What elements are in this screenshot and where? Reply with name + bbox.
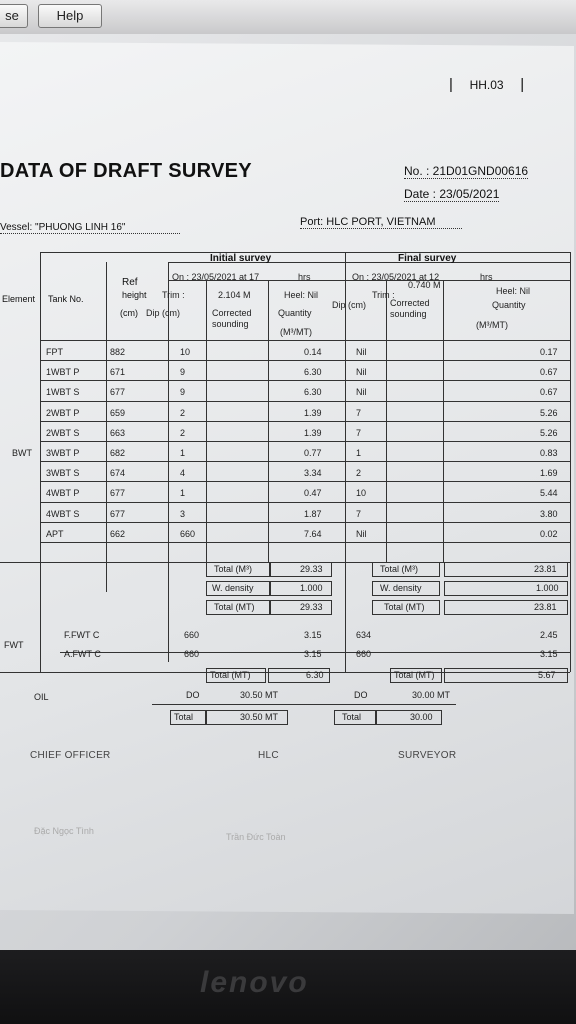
chief-officer-label: CHIEF OFFICER bbox=[30, 750, 111, 761]
bwt-total-mt-label-initial: Total (MT) bbox=[214, 602, 255, 612]
header-ref: Ref bbox=[122, 277, 138, 288]
final-heel: Heel: Nil bbox=[496, 286, 531, 296]
bwt-row-9-dip-initial: 3 bbox=[180, 508, 186, 519]
help-button[interactable]: Help bbox=[38, 4, 102, 28]
bwt-total-m3-final: 23.81 bbox=[534, 564, 557, 574]
header-element: Element bbox=[2, 294, 36, 304]
bwt-row-1-dip-final: Nil bbox=[356, 347, 367, 357]
bwt-row-5-quantity-final: 5.26 bbox=[540, 427, 558, 438]
bwt-row-8-ref: 677 bbox=[110, 488, 126, 499]
fwt-row-2-q2: 3.15 bbox=[540, 649, 558, 659]
bwt-row-7-quantity-final: 1.69 bbox=[540, 468, 558, 479]
bwt-wdensity-initial: 1.000 bbox=[300, 583, 323, 593]
group-fwt: FWT bbox=[4, 640, 24, 650]
final-on: On : 23/05/2021 at 12 bbox=[352, 272, 440, 282]
header-height: height bbox=[122, 290, 147, 300]
fwt-row-2-d2: 660 bbox=[356, 649, 372, 659]
final-sounding: sounding bbox=[390, 309, 427, 319]
bwt-total-m3-label-final: Total (M³) bbox=[380, 564, 418, 574]
initial-sounding: sounding bbox=[212, 319, 249, 329]
header-cm: (cm) bbox=[120, 308, 138, 318]
header-tank-no: Tank No. bbox=[48, 294, 84, 304]
bwt-total-m3-initial: 29.33 bbox=[300, 564, 323, 574]
bwt-row-6-quantity-initial: 0.77 bbox=[304, 448, 322, 458]
bwt-row-10-dip-final: Nil bbox=[356, 528, 367, 539]
final-hrs: hrs bbox=[480, 272, 493, 282]
bwt-row-5-dip-final: 7 bbox=[356, 427, 362, 438]
initial-quantity: Quantity bbox=[278, 308, 312, 318]
initial-trim-value: 2.104 M bbox=[218, 290, 251, 300]
fwt-total-label-final: Total (MT) bbox=[394, 670, 435, 680]
bwt-row-7-dip-initial: 4 bbox=[180, 468, 186, 479]
bwt-row-2-tank: 1WBT P bbox=[46, 367, 80, 378]
fwt-row-2-ref: 660 bbox=[184, 649, 200, 659]
fwt-row-2-q1: 3.15 bbox=[304, 649, 322, 659]
bwt-wdensity-label-initial: W. density bbox=[212, 583, 254, 593]
bwt-row-9-ref: 677 bbox=[110, 508, 126, 519]
bwt-row-3-quantity-final: 0.67 bbox=[540, 387, 558, 398]
fwt-row-1-tank: F.FWT C bbox=[64, 630, 100, 640]
bwt-row-10-dip-initial: 660 bbox=[180, 528, 196, 539]
bwt-row-8-dip-final: 10 bbox=[356, 488, 367, 499]
bwt-row-4-dip-initial: 2 bbox=[180, 407, 186, 418]
bwt-row-6-ref: 682 bbox=[110, 448, 126, 458]
group-bwt: BWT bbox=[12, 448, 32, 458]
fwt-total-final: 5.67 bbox=[538, 670, 556, 680]
surveyor-label: SURVEYOR bbox=[398, 750, 457, 761]
toolbar-button-left[interactable]: se bbox=[0, 4, 28, 28]
bwt-row-10-ref: 662 bbox=[110, 528, 126, 539]
initial-heel: Heel: Nil bbox=[284, 290, 319, 300]
initial-trim: Trim : bbox=[162, 290, 185, 300]
fwt-row-2-tank: A.FWT C bbox=[64, 649, 101, 659]
oil-total-initial: 30.50 MT bbox=[240, 712, 279, 722]
bwt-row-1-dip-initial: 10 bbox=[180, 347, 191, 357]
bwt-row-2-ref: 671 bbox=[110, 367, 126, 378]
bwt-row-8-quantity-initial: 0.47 bbox=[304, 488, 322, 499]
bwt-row-7-dip-final: 2 bbox=[356, 468, 362, 479]
final-trim: Trim : bbox=[372, 290, 395, 300]
hlc-label: HLC bbox=[258, 750, 279, 761]
draft-survey-table bbox=[0, 252, 571, 722]
viewer-toolbar bbox=[0, 0, 576, 34]
bwt-wdensity-label-final: W. density bbox=[380, 583, 422, 593]
final-corrected: Corrected bbox=[390, 298, 430, 308]
bwt-row-6-quantity-final: 0.83 bbox=[540, 448, 558, 458]
fwt-row-1-ref: 660 bbox=[184, 630, 200, 640]
bwt-row-3-ref: 677 bbox=[110, 387, 126, 398]
bwt-total-mt-label-final: Total (MT) bbox=[384, 602, 425, 612]
fwt-total-label-initial: Total (MT) bbox=[210, 670, 251, 680]
bwt-row-5-quantity-initial: 1.39 bbox=[304, 427, 322, 438]
bwt-row-2-quantity-final: 0.67 bbox=[540, 367, 558, 378]
bwt-row-3-tank: 1WBT S bbox=[46, 387, 80, 398]
port-name: Port: HLC PORT, VIETNAM bbox=[300, 216, 462, 229]
bwt-row-5-tank: 2WBT S bbox=[46, 427, 80, 438]
bwt-total-m3-label-initial: Total (M³) bbox=[214, 564, 252, 574]
bwt-row-1-quantity-final: 0.17 bbox=[540, 347, 558, 357]
initial-dip: Dip (cm) bbox=[146, 308, 180, 318]
oil-do-initial: DO bbox=[186, 690, 200, 700]
bwt-row-4-ref: 659 bbox=[110, 407, 126, 418]
oil-total-final: 30.00 bbox=[410, 712, 433, 722]
bwt-wdensity-final: 1.000 bbox=[536, 583, 559, 593]
bwt-row-6-tank: 3WBT P bbox=[46, 448, 80, 458]
bwt-row-2-quantity-initial: 6.30 bbox=[304, 367, 322, 378]
bwt-row-2-dip-final: Nil bbox=[356, 367, 367, 378]
bwt-row-4-tank: 2WBT P bbox=[46, 407, 80, 418]
bwt-row-3-quantity-initial: 6.30 bbox=[304, 387, 322, 398]
bwt-row-2-dip-initial: 9 bbox=[180, 367, 186, 378]
bwt-row-4-quantity-final: 5.26 bbox=[540, 407, 558, 418]
bwt-row-7-ref: 674 bbox=[110, 468, 126, 479]
fwt-total-initial: 6.30 bbox=[306, 670, 324, 680]
signatory-name-2: Trần Đức Toàn bbox=[226, 832, 286, 842]
document-number: No. : 21D01GND00616 bbox=[404, 164, 529, 178]
bwt-row-10-tank: APT bbox=[46, 528, 64, 539]
oil-total-label-initial: Total bbox=[174, 712, 194, 722]
bwt-total-mt-initial: 29.33 bbox=[300, 602, 323, 612]
final-quantity: Quantity bbox=[492, 300, 526, 310]
fwt-row-1-d2: 634 bbox=[356, 630, 372, 640]
bwt-total-mt-final: 23.81 bbox=[534, 602, 557, 612]
bwt-row-8-tank: 4WBT P bbox=[46, 488, 80, 499]
bwt-row-3-dip-final: Nil bbox=[356, 387, 367, 398]
bwt-row-9-quantity-initial: 1.87 bbox=[304, 508, 322, 519]
group-oil: OIL bbox=[34, 692, 49, 702]
bwt-row-6-dip-initial: 1 bbox=[180, 448, 186, 458]
initial-on: On : 23/05/2021 at 17 bbox=[172, 272, 260, 282]
oil-value-final: 30.00 MT bbox=[412, 690, 451, 700]
initial-corrected: Corrected bbox=[212, 308, 252, 318]
bwt-row-1-ref: 882 bbox=[110, 347, 126, 357]
initial-unit: (M³/MT) bbox=[280, 327, 312, 337]
oil-value-initial: 30.50 MT bbox=[240, 690, 279, 700]
bwt-row-4-dip-final: 7 bbox=[356, 407, 362, 418]
bwt-row-7-tank: 3WBT S bbox=[46, 468, 80, 479]
bwt-row-1-quantity-initial: 0.14 bbox=[304, 347, 322, 357]
bwt-row-6-dip-final: 1 bbox=[356, 448, 362, 458]
vessel-name: Vessel: "PHUONG LINH 16" bbox=[0, 222, 180, 234]
oil-do-final: DO bbox=[354, 690, 368, 700]
brand-logo: lenovo bbox=[200, 966, 309, 999]
signatory-name-1: Đặc Ngọc Tình bbox=[34, 826, 94, 836]
bwt-row-9-quantity-final: 3.80 bbox=[540, 508, 558, 519]
bwt-row-5-ref: 663 bbox=[110, 427, 126, 438]
bwt-row-10-quantity-initial: 7.64 bbox=[304, 528, 322, 539]
bwt-row-10-quantity-final: 0.02 bbox=[540, 528, 558, 539]
bwt-row-3-dip-initial: 9 bbox=[180, 387, 186, 398]
bwt-row-9-dip-final: 7 bbox=[356, 508, 362, 519]
page-title: DATA OF DRAFT SURVEY bbox=[0, 160, 252, 182]
page-reference: | HH.03 | bbox=[449, 76, 525, 93]
final-trim-value: 0.740 M bbox=[408, 280, 441, 290]
initial-survey-label: Initial survey bbox=[210, 253, 272, 264]
bwt-row-9-tank: 4WBT S bbox=[46, 508, 80, 519]
initial-hrs: hrs bbox=[298, 272, 311, 282]
document-date: Date : 23/05/2021 bbox=[404, 187, 500, 201]
bwt-row-8-quantity-final: 5.44 bbox=[540, 488, 558, 499]
final-dip: Dip (cm) bbox=[332, 300, 366, 310]
bwt-row-4-quantity-initial: 1.39 bbox=[304, 407, 322, 418]
bwt-row-1-tank: FPT bbox=[46, 347, 63, 357]
oil-total-label-final: Total bbox=[342, 712, 362, 722]
final-unit: (M³/MT) bbox=[476, 320, 508, 330]
bwt-row-7-quantity-initial: 3.34 bbox=[304, 468, 322, 479]
final-survey-label: Final survey bbox=[398, 253, 457, 264]
fwt-row-1-q1: 3.15 bbox=[304, 630, 322, 640]
bwt-row-8-dip-initial: 1 bbox=[180, 488, 186, 499]
fwt-row-1-q2: 2.45 bbox=[540, 630, 558, 640]
bwt-row-5-dip-initial: 2 bbox=[180, 427, 186, 438]
